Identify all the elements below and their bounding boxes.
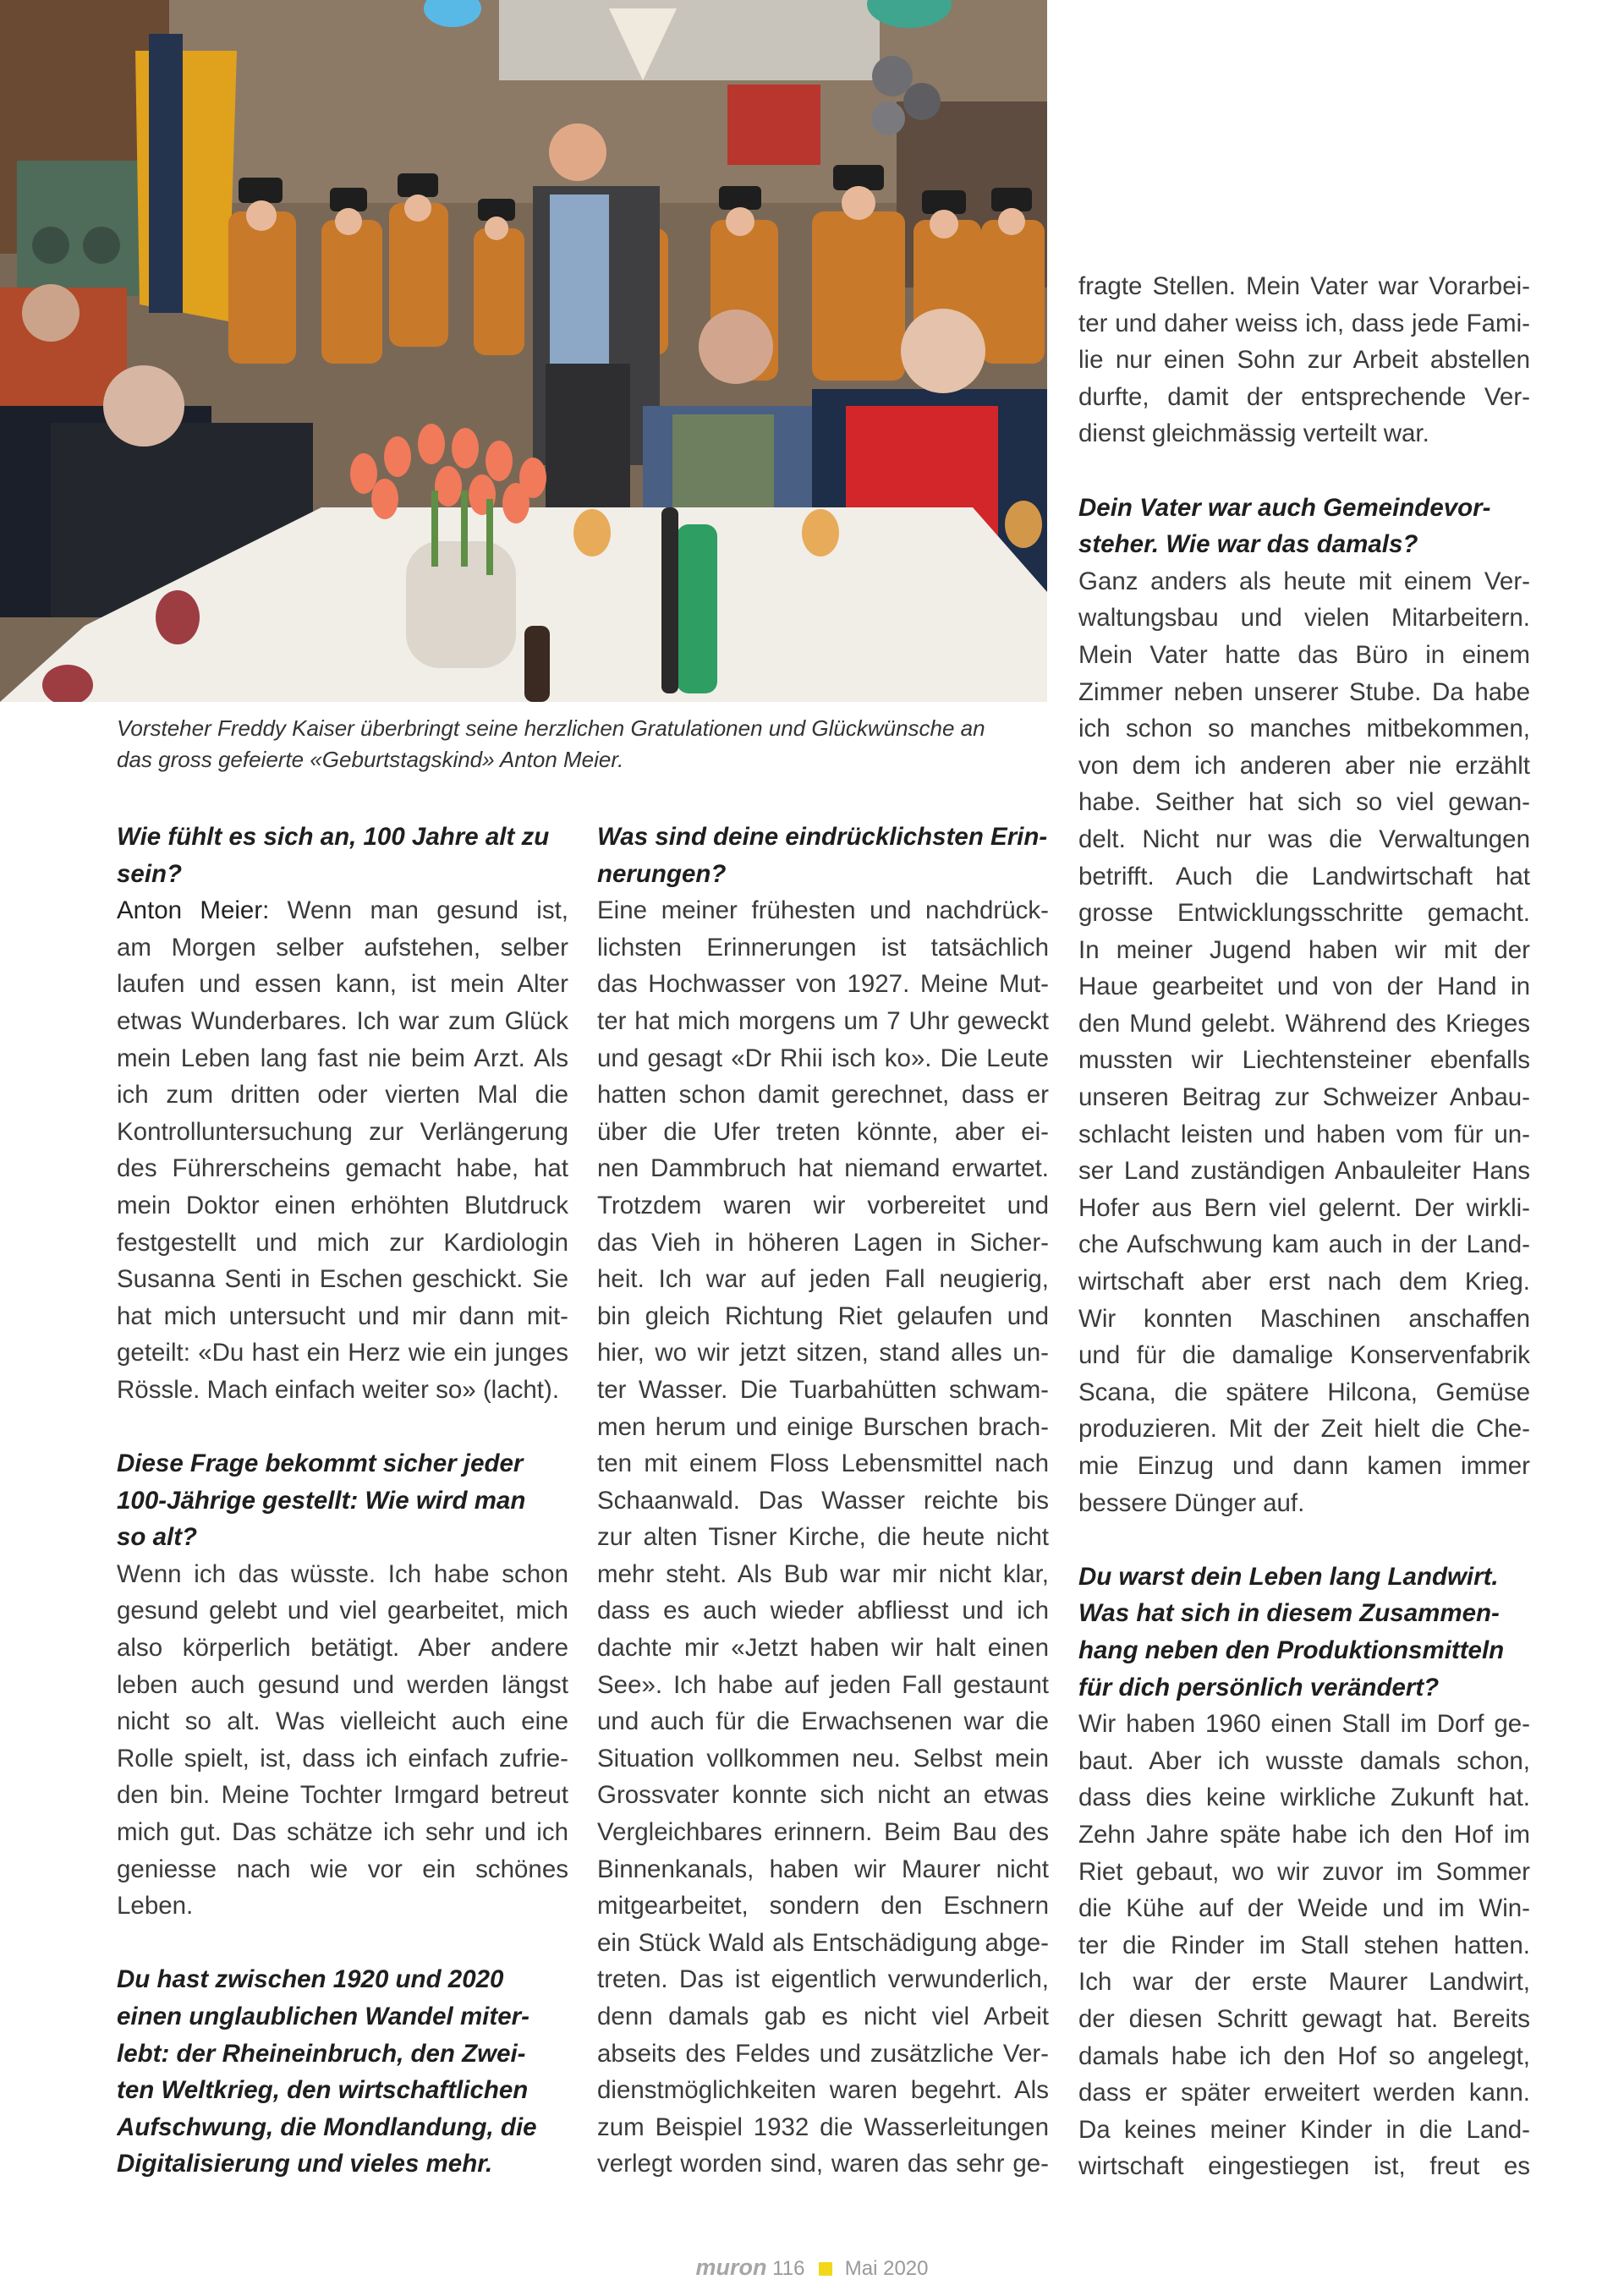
answer-line: Wir haben 1960 einen Stall im Dorf ge-: [1078, 1710, 1530, 1739]
answer-line: betrifft. Auch die Landwirtschaft hat: [1078, 862, 1530, 890]
answer-line: dass dies keine wirkliche Zukunft hat.: [1078, 1784, 1530, 1812]
answer-line: Zehn Jahre späte habe ich den Hof im: [1078, 1820, 1530, 1849]
paragraph-gap: [117, 1409, 568, 1446]
answer-line: ter Wasser. Die Tuarbahütten schwam-: [597, 1375, 1049, 1404]
answer-line: hier, wo wir jetzt sitzen, stand alles un-: [597, 1339, 1049, 1367]
answer-line: heit. Ich war auf jeden Fall neugierig,: [597, 1265, 1049, 1294]
answer-line: baut. Aber ich wusste damals schon,: [1078, 1746, 1530, 1775]
answer-line: mie Einzug und dann kamen immer: [1078, 1452, 1530, 1480]
paragraph-gap: [117, 1925, 568, 1962]
answer-line: Eine meiner frühesten und nachdrück-: [597, 896, 1049, 925]
answer-line: damals habe ich den Hof so angelegt,: [1078, 2041, 1530, 2070]
answer-line: treten. Das ist eigentlich verwunderlich,: [597, 1965, 1049, 1994]
answer-line: Da keines meiner Kinder in die Land-: [1078, 2115, 1530, 2144]
interview-question-line: sein?: [117, 859, 183, 888]
interview-question-line: hang neben den Produktionsmitteln: [1078, 1636, 1505, 1664]
interview-question-line: lebt: der Rheineinbruch, den Zwei-: [117, 2039, 526, 2068]
interview-question-line: nerungen?: [597, 859, 727, 888]
interview-question-line: 100-Jährige gestellt: Wie wird man: [117, 1486, 526, 1515]
answer-line: men herum und einige Burschen brach-: [597, 1412, 1049, 1441]
answer-line: Kontrolluntersuchung zur Verlängerung: [117, 1117, 568, 1146]
answer-line: lichsten Erinnerungen ist tatsächlich: [597, 933, 1049, 962]
magazine-brand: muron: [695, 2255, 767, 2280]
answer-line: das Hochwasser von 1927. Meine Mut-: [597, 970, 1049, 999]
answer-line: nen Dammbruch hat niemand erwartet.: [597, 1154, 1049, 1183]
caption-line: das gross gefeierte «Geburtstagskind» Anton Meier.: [117, 747, 624, 772]
answer-line: etwas Wunderbares. Ich war zum Glück: [117, 1006, 568, 1035]
paragraph-gap: [1078, 1521, 1530, 1559]
answer-line: nicht so alt. Was vielleicht auch eine: [117, 1707, 568, 1736]
answer-line: Rössle. Mach einfach weiter so» (lacht).: [117, 1375, 560, 1404]
answer-line: mitgearbeitet, sondern den Eschnern: [597, 1892, 1049, 1921]
answer-line: ein Stück Wald als Entschädigung abge-: [597, 1928, 1049, 1957]
answer-line: die Kühe auf der Weide und im Win-: [1078, 1894, 1530, 1923]
interview-question-line: Wie fühlt es sich an, 100 Jahre alt zu: [117, 823, 550, 851]
answer-line: bessere Dünger auf.: [1078, 1488, 1305, 1517]
article-column-3: [1078, 268, 1530, 2185]
answer-line: der diesen Schritt gewagt hat. Bereits: [1078, 2004, 1530, 2033]
answer-line: Binnenkanals, haben wir Maurer nicht: [597, 1855, 1049, 1883]
answer-line: gesund gelebt und viel gearbeitet, mich: [117, 1597, 568, 1625]
article-column-1: [117, 819, 568, 2183]
answer-line: und gesagt «Dr Rhii isch ko». Die Leute: [597, 1044, 1049, 1072]
answer-line: festgestellt und mich zur Kardiologin: [117, 1228, 568, 1257]
interview-question-line: steher. Wie war das damals?: [1078, 530, 1418, 559]
answer-line: Schaanwald. Das Wasser reichte bis: [597, 1486, 1049, 1515]
answer-line: mein Doktor einen erhöhten Blutdruck: [117, 1191, 568, 1219]
interview-question-line: so alt?: [117, 1523, 198, 1552]
speaker-name: Anton Meier:: [117, 896, 270, 925]
interview-question-line: Dein Vater war auch Gemeindevor-: [1078, 493, 1491, 522]
answer-line: dienst gleichmässig verteilt war.: [1078, 419, 1429, 448]
answer-line: [117, 892, 568, 929]
answer-line: Grossvater konnte sich nicht an etwas: [597, 1781, 1049, 1810]
answer-line: Scana, die spätere Hilcona, Gemüse: [1078, 1378, 1530, 1406]
answer-line: des Führerscheins gemacht habe, hat: [117, 1154, 568, 1183]
answer-line: geniesse nach wie vor ein schönes: [117, 1855, 568, 1883]
answer-line: unseren Beitrag zur Schweizer Anbau-: [1078, 1083, 1530, 1112]
answer-line: mich gut. Das schätze ich sehr und ich: [117, 1818, 568, 1847]
answer-line: habe. Seither hat sich so viel gewan-: [1078, 788, 1530, 817]
interview-question-line: Diese Frage bekommt sicher jeder: [117, 1449, 524, 1478]
answer-line: Ganz anders als heute mit einem Ver-: [1078, 567, 1530, 595]
answer-line: delt. Nicht nur was die Verwaltungen: [1078, 825, 1530, 853]
answer-line: dienstmöglichkeiten waren begehrt. Als: [597, 2076, 1049, 2105]
answer-line: dass er später erweitert werden kann.: [1078, 2079, 1530, 2107]
separator-square: [819, 2262, 832, 2276]
photo-caption: [117, 713, 1030, 775]
answer-line: und auch für die Erwachsenen war die: [597, 1707, 1049, 1736]
answer-line: Leben.: [117, 1892, 194, 1921]
interview-question-line: ten Weltkrieg, den wirtschaftlichen: [117, 2076, 529, 2105]
answer-line: ter hat mich morgens um 7 Uhr geweckt: [597, 1006, 1049, 1035]
answer-line: grosse Entwicklungsschritte gemacht.: [1078, 899, 1530, 928]
answer-line: lie nur einen Sohn zur Arbeit abstellen: [1078, 346, 1530, 375]
answer-line: laufen und essen kann, ist mein Alter: [117, 970, 568, 999]
interview-question-line: für dich persönlich verändert?: [1078, 1673, 1440, 1701]
answer-line: abseits des Feldes und zusätzliche Ver-: [597, 2039, 1049, 2068]
answer-line: durfte, damit der entsprechende Ver-: [1078, 382, 1530, 411]
answer-line: Wir konnten Maschinen anschaffen: [1078, 1304, 1530, 1333]
answer-line: bin gleich Richtung Riet gelaufen und: [597, 1301, 1049, 1330]
answer-line: den Mund gelebt. Während des Krieges: [1078, 1009, 1530, 1038]
answer-line: mussten wir Liechtensteiner ebenfalls: [1078, 1046, 1530, 1075]
interview-question-line: Was hat sich in diesem Zusammen-: [1078, 1599, 1500, 1628]
answer-line: ich zum dritten oder vierten Mal die: [117, 1081, 568, 1110]
answer-line: wirtschaft eingestiegen ist, freut es: [1078, 2152, 1530, 2181]
answer-line: hatten schon damit gerechnet, dass er: [597, 1081, 1049, 1110]
interview-question-line: Du warst dein Leben lang Landwirt.: [1078, 1562, 1499, 1591]
answer-line: mehr steht. Als Bub war mir nicht klar,: [597, 1559, 1049, 1588]
answer-line: das Vieh in höheren Lagen in Sicher-: [597, 1228, 1049, 1257]
answer-line: Zimmer neben unserer Stube. Da habe: [1078, 677, 1530, 706]
answer-line: Situation vollkommen neu. Selbst mein: [597, 1744, 1049, 1773]
issue-date: Mai 2020: [844, 2257, 929, 2280]
paragraph-gap: [1078, 452, 1530, 490]
answer-line: che Aufschwung kam auch in der Land-: [1078, 1230, 1530, 1259]
answer-line: mein Leben lang fast nie beim Arzt. Als: [117, 1044, 568, 1072]
answer-line: hat mich untersucht und mir dann mit-: [117, 1301, 568, 1330]
page-footer: [0, 2255, 1624, 2281]
answer-line: In meiner Jugend haben wir mit der: [1078, 935, 1530, 964]
answer-line: also körperlich betätigt. Aber andere: [117, 1634, 568, 1663]
answer-line: den bin. Meine Tochter Irmgard betreut: [117, 1781, 568, 1810]
answer-text: Wenn man gesund ist,: [269, 896, 568, 925]
answer-line: Haue gearbeitet und von der Hand in: [1078, 973, 1530, 1001]
answer-line: waltungsbau und vielen Mitarbeitern.: [1078, 604, 1530, 633]
article-photo: [0, 0, 1047, 702]
answer-line: Susanna Senti in Eschen geschickt. Sie: [117, 1265, 568, 1294]
caption-line: Vorsteher Freddy Kaiser überbringt seine herzlichen Gratulationen und Glückwünsche an: [117, 715, 985, 741]
answer-line: schlacht leisten und haben vom für un-: [1078, 1120, 1530, 1148]
interview-question-line: Was sind deine eindrücklichsten Erin-: [597, 823, 1048, 851]
answer-line: Rolle spielt, ist, dass ich einfach zufrie-: [117, 1744, 568, 1773]
answer-line: ich schon so manches mitbekommen,: [1078, 715, 1530, 743]
answer-line: leben auch gesund und werden längst: [117, 1670, 568, 1699]
answer-line: dachte mir «Jetzt haben wir halt einen: [597, 1634, 1049, 1663]
answer-line: ter und daher weiss ich, dass jede Fami-: [1078, 309, 1530, 337]
page-number: 116: [772, 2257, 805, 2280]
answer-line: ter die Rinder im Stall stehen hatten.: [1078, 1931, 1530, 1959]
answer-line: Vergleichbares erinnern. Beim Bau des: [597, 1818, 1049, 1847]
answer-line: ser Land zuständigen Anbauleiter Hans: [1078, 1157, 1530, 1186]
answer-line: wirtschaft aber erst nach dem Krieg.: [1078, 1268, 1530, 1296]
answer-line: und für die damalige Konservenfabrik: [1078, 1341, 1530, 1370]
answer-line: Hofer aus Bern viel gelernt. Der wirkli-: [1078, 1193, 1530, 1222]
answer-line: dass es auch wieder abfliesst und ich: [597, 1597, 1049, 1625]
celebration-photo: [0, 0, 1047, 702]
answer-line: geteilt: «Du hast ein Herz wie ein junges: [117, 1339, 568, 1367]
answer-line: See». Ich habe auf jeden Fall gestaunt: [597, 1670, 1049, 1699]
answer-line: Wenn ich das wüsste. Ich habe schon: [117, 1559, 568, 1588]
article-column-2: [597, 819, 1049, 2183]
answer-line: Riet gebaut, wo wir zuvor im Sommer: [1078, 1857, 1530, 1886]
answer-line: ten mit einem Floss Lebensmittel nach: [597, 1449, 1049, 1478]
answer-line: Ich war der erste Maurer Landwirt,: [1078, 1968, 1530, 1997]
answer-line: Trotzdem waren wir vorbereitet und: [597, 1191, 1049, 1219]
interview-question-line: Digitalisierung und vieles mehr.: [117, 2150, 493, 2178]
interview-question-line: Aufschwung, die Mondlandung, die: [117, 2112, 537, 2141]
answer-line: produzieren. Mit der Zeit hielt die Che-: [1078, 1415, 1530, 1444]
answer-line: verlegt worden sind, waren das sehr ge-: [597, 2150, 1049, 2178]
answer-line: Mein Vater hatte das Büro in einem: [1078, 640, 1530, 669]
answer-line: denn damals gab es nicht viel Arbeit: [597, 2003, 1049, 2030]
answer-line: über die Ufer treten könnte, aber ei-: [597, 1117, 1049, 1146]
answer-line: fragte Stellen. Mein Vater war Vorarbei-: [1078, 272, 1530, 300]
interview-question-line: einen unglaublichen Wandel miter-: [117, 2003, 529, 2030]
answer-line: am Morgen selber aufstehen, selber: [117, 933, 568, 962]
answer-line: zum Beispiel 1932 die Wasserleitungen: [597, 2112, 1049, 2141]
interview-question-line: Du hast zwischen 1920 und 2020: [117, 1965, 504, 1994]
answer-line: von dem ich anderen aber nie erzählt: [1078, 751, 1530, 780]
answer-line: zur alten Tisner Kirche, die heute nicht: [597, 1523, 1049, 1552]
